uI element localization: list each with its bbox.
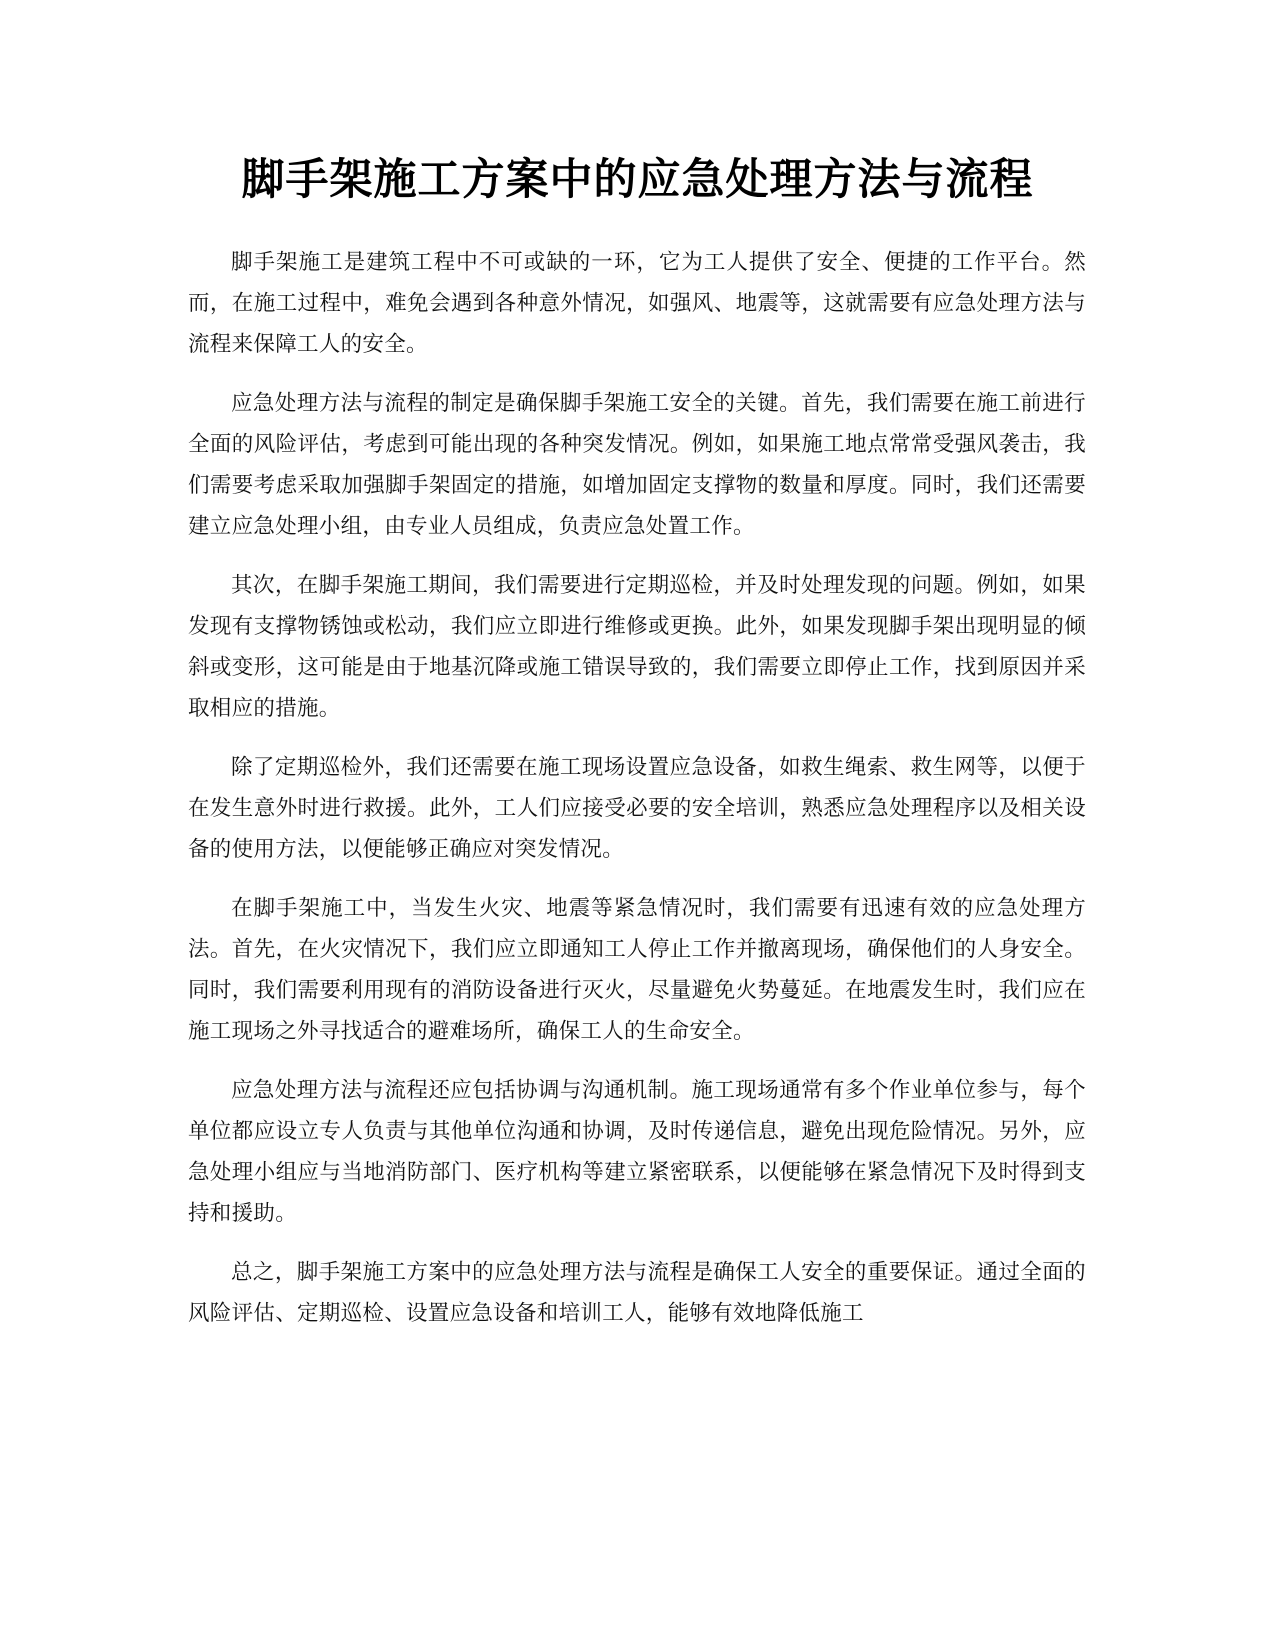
paragraph-3: 其次，在脚手架施工期间，我们需要进行定期巡检，并及时处理发现的问题。例如，如果发现有支撑物锈蚀或松动，我们应立即进行维修或更换。此外，如果发现脚手架出现明显的倾斜或变形，这可能是由于地基沉降或施工错误导致的，我们需要立即停止工作，找到原因并采取相应的措施。 [188, 573, 1086, 721]
paragraph-4: 除了定期巡检外，我们还需要在施工现场设置应急设备，如救生绳索、救生网等，以便于在发生意外时进行救援。此外，工人们应接受必要的安全培训，熟悉应急处理程序以及相关设备的使用方法，以便能够正确应对突发情况。 [188, 755, 1086, 862]
paragraph-2: 应急处理方法与流程的制定是确保脚手架施工安全的关键。首先，我们需要在施工前进行全面的风险评估，考虑到可能出现的各种突发情况。例如，如果施工地点常常受强风袭击，我们需要考虑采取加强脚手架固定的措施，如增加固定支撑物的数量和厚度。同时，我们还需要建立应急处理小组，由专业人员组成，负责应急处置工作。 [188, 391, 1086, 539]
paragraph-7: 总之，脚手架施工方案中的应急处理方法与流程是确保工人安全的重要保证。通过全面的风险评估、定期巡检、设置应急设备和培训工人，能够有效地降低施工 [188, 1260, 1086, 1326]
paragraph-1: 脚手架施工是建筑工程中不可或缺的一环，它为工人提供了安全、便捷的工作平台。然而，在施工过程中，难免会遇到各种意外情况，如强风、地震等，这就需要有应急处理方法与流程来保障工人的安全。 [188, 250, 1086, 357]
paragraph-6: 应急处理方法与流程还应包括协调与沟通机制。施工现场通常有多个作业单位参与，每个单位都应设立专人负责与其他单位沟通和协调，及时传递信息，避免出现危险情况。另外，应急处理小组应与当地消防部门、医疗机构等建立紧密联系，以便能够在紧急情况下及时得到支持和援助。 [188, 1078, 1086, 1226]
document-title: 脚手架施工方案中的应急处理方法与流程 [241, 155, 1034, 205]
document-body [188, 242, 1086, 1352]
paragraph-5: 在脚手架施工中，当发生火灾、地震等紧急情况时，我们需要有迅速有效的应急处理方法。首先，在火灾情况下，我们应立即通知工人停止工作并撤离现场，确保他们的人身安全。同时，我们需要利用现有的消防设备进行灭火，尽量避免火势蔓延。在地震发生时，我们应在施工现场之外寻找适合的避难场所，确保工人的生命安全。 [188, 896, 1086, 1044]
